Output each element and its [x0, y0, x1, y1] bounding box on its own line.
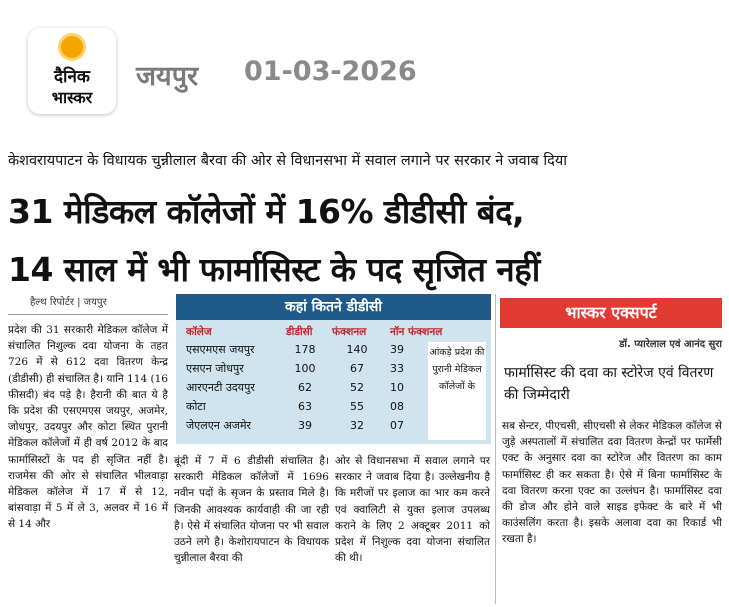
sidebar-heading: फार्मासिस्ट की दवा का स्टोरेज एवं वितरण की जिम्मेदारी [504, 365, 714, 403]
logo-text-line1: दैनिक [54, 67, 90, 87]
table-cell: 10 [390, 381, 404, 394]
table-row [182, 378, 446, 397]
edition-city: जयपुर [136, 61, 199, 92]
table-cell: 33 [390, 362, 404, 375]
sun-icon [61, 36, 83, 58]
table-note: आंकड़े प्रदेश की पुरानी मेडिकल कॉलेजों के [428, 342, 486, 440]
headline-line1: 31 मेडिकल कॉलेजों में 16% डीडीसी बंद, [8, 192, 525, 231]
edition-date: 01-03-2026 [244, 56, 417, 87]
column-rule [495, 294, 496, 604]
table-cell: 67 [350, 362, 364, 375]
sidebar-body: सब सेन्टर, पीएचसी, सीएचसी से लेकर मेडिकल कॉलेज से जुड़े अस्पतालों में संचालित दवा वितरण केन्द्रों पर फार्मेसी एक्ट के अनुसार दवा का स्टोरेज और वितरण का काम फार्मासिस्ट ही कर सकता है। ऐसे में बिना फार्मासिस्ट के दवा वितरण करना एक्ट का उल्लंघन है। फार्मासिस्ट दवा की डोज और होने वाले साइड इफेक्ट के बारे में भी काउंसलिंग करता है। इसके अलावा दवा का रिकार्ड भी रखता है। [502, 420, 722, 546]
table-row [182, 340, 446, 359]
article-column-3: ओर से विधानसभा में सवाल लगाने पर सरकार ने जवाब दिया है। उल्लेखनीय है कि मरीजों पर इलाज का भार कम करने एवं क्वालिटी से युक्त इलाज उपलब्ध कराने के लिए 2 अक्टूबर 2011 को प्रदेश में निशुल्क दवा योजना संचालित की थी। [335, 455, 490, 565]
article-kicker: केशवरायपाटन के विधायक चुन्नीलाल बैरवा की ओर से विधानसभा में सवाल लगाने पर सरकार ने जवाब दिया [8, 153, 567, 169]
page-header [0, 0, 729, 120]
headline-line2: 14 साल में भी फार्मासिस्ट के पद सृजित नहीं [8, 250, 540, 289]
table-cell: 63 [298, 400, 312, 413]
newspaper-logo[interactable] [28, 28, 116, 114]
table-cell: आरएनटी उदयपुर [186, 381, 255, 394]
table-header: नॉन फंक्शनल [390, 326, 443, 338]
expert-badge: भास्कर एक्सपर्ट [500, 298, 722, 328]
byline: हैल्थ रिपोर्टर | जयपुर [30, 297, 107, 308]
table-cell: 100 [294, 362, 316, 375]
table-cell: 39 [298, 419, 312, 432]
table-header-row [182, 324, 446, 340]
divider [8, 314, 168, 315]
article-column-1: प्रदेश की 31 सरकारी मेडिकल कॉलेज में संचालित निशुल्क दवा योजना के तहत 726 में से 612 दवा वितरण केन्द्र (डीडीसी) ही संचालित है। यानि 114 (16 फीसदी) बंद पड़े है। हैरानी की बात ये है कि प्रदेश की एसएमएस जयपुर, अजमेर, जोधपुर, उदयपुर और कोटा स्थित पुरानी मेडिकल कॉलेजों में ही वर्ष 2012 के बाद फार्मासिस्टों के पद ही सृजित नहीं है। राजमेस की ओर से संचालित भीलवाड़ा मेडिकल कॉलेज में 17 में से 12, बांसवाड़ा में 5 में ले 3, अलवर में 16 में से 14 और [8, 324, 168, 531]
ddc-table-box [176, 294, 491, 444]
ddc-table [182, 324, 446, 435]
logo-text-line2: भास्कर [51, 88, 93, 107]
table-cell: जेएलएन अजमेर [186, 419, 252, 432]
table-cell: 08 [390, 400, 404, 413]
table-cell: 52 [350, 381, 364, 394]
table-header: फंक्शनल [332, 326, 367, 338]
expert-name: डॉ. प्यारेलाल एवं आनंद सुरा [619, 339, 722, 350]
table-cell: 07 [390, 419, 404, 432]
table-cell: 140 [346, 343, 368, 356]
table-row [182, 416, 446, 435]
article-column-2: बूंदी में 7 में 6 डीडीसी संचालित है। सरकारी मेडिकल कॉलेजों में 1696 नवीन पदों के सृजन के प्रस्ताव मिले है। जिनकी आवश्यक कार्यवाही की जा रही है। ऐसे में संचालित योजना पर भी सवाल उठने लगे है। केशोरायपाटन के विधायक चुन्नीलाल बैरवा की [174, 455, 329, 565]
table-header: डीडीसी [286, 326, 313, 338]
table-cell: 178 [294, 343, 316, 356]
table-cell: कोटा [186, 400, 206, 413]
table-cell: 55 [350, 400, 364, 413]
table-row [182, 359, 446, 378]
table-cell: 39 [390, 343, 404, 356]
table-title: कहां कितने डीडीसी [176, 294, 491, 320]
table-header: कॉलेज [186, 326, 212, 338]
table-row [182, 397, 446, 416]
table-cell: 32 [350, 419, 364, 432]
table-cell: एसएमएस जयपुर [186, 343, 255, 356]
table-cell: एसएन जोधपुर [186, 362, 244, 375]
table-cell: 62 [298, 381, 312, 394]
